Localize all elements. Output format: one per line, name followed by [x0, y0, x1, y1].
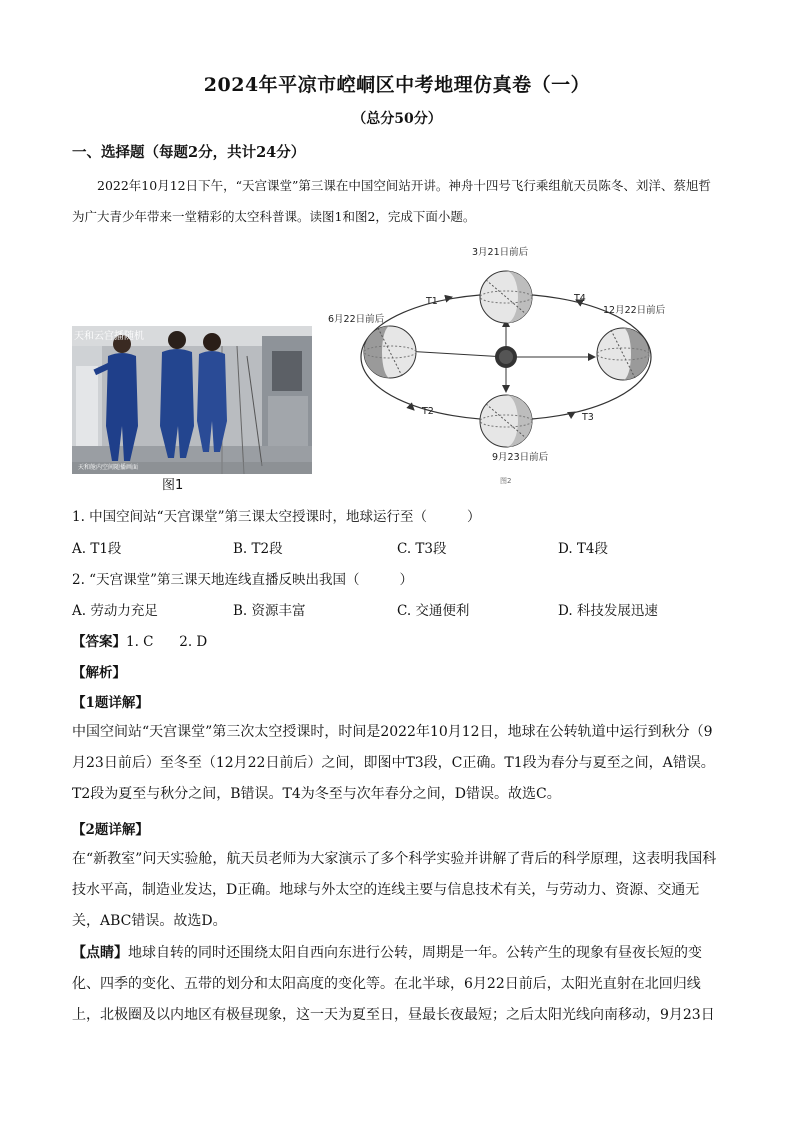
question-1-close: ） [466, 509, 481, 525]
label-dec22: 12月22日前后 [603, 305, 666, 316]
question-1 [72, 505, 480, 525]
orbit-arrow-t2 [410, 406, 414, 410]
q1-option-d: D. T4段 [558, 541, 609, 557]
section-heading: 一、选择题（每题2分，共计24分） [72, 144, 306, 161]
answer-line [72, 630, 207, 650]
earth-icon-dec22 [597, 328, 649, 380]
question-2-close: ） [399, 572, 413, 588]
label-t2: T2 [422, 406, 434, 417]
label-t3: T3 [582, 412, 594, 423]
label-jun22: 6月22日前后 [328, 314, 385, 325]
detail-1-label: 【1题详解】 [72, 695, 149, 711]
page-title: 2024年平凉市崆峒区中考地理仿真卷（一） [203, 74, 591, 96]
detail-2-label: 【2题详解】 [72, 822, 149, 838]
earth-icon-sep23 [480, 395, 532, 447]
astronaut-photo-image [72, 326, 312, 474]
q1-option-a: A. T1段 [72, 541, 122, 557]
label-t4: T4 [574, 293, 586, 304]
earth-icon-mar21 [480, 271, 532, 323]
q2-option-a: A. 劳动力充足 [72, 603, 158, 619]
q1-option-c: C. T3段 [397, 541, 447, 557]
earth-icon-jun22 [364, 326, 416, 378]
q2-option-b: B. 资源丰富 [233, 603, 306, 619]
detail-1-text: 中国空间站“天宫课堂”第三次太空授课时，时间是2022年10月12日，地球在公转轨道中运行到秋分（9月23日前后）至冬至（12月22日前后）之间，即图中T3段，C正确。T1段为春分与夏至之间，A错误。T2段为夏至与秋分之间，B错误。T4为冬至与次年春分之间，D错误。故选C。 [72, 724, 715, 802]
detail-2-text: 在“新教室”问天实验舱，航天员老师为大家演示了多个科学实验并讲解了背后的科学原理，这表明我国科技水平高，制造业发达，D正确。地球与外太空的连线主要与信息技术有关，与劳动力、资源、交通无关，ABC错误。故选D。 [72, 851, 717, 929]
question-1-stem: 1. 中国空间站“天宫课堂”第三课太空授课时，地球运行至（ [72, 509, 427, 525]
intro-paragraph: 2022年10月12日下午，“天宫课堂”第三课在中国空间站开讲。神舟十四号飞行乘组航天员陈冬、刘洋、蔡旭哲为广大青少年带来一堂精彩的太空科普课。读图1和图2，完成下面小题。 [72, 178, 711, 224]
answer-label: 【答案】 [72, 634, 126, 650]
page-subtitle: （总分50分） [352, 111, 442, 127]
question-2-stem: 2. “天宫课堂”第三课天地连线直播反映出我国（ [72, 572, 360, 588]
analysis-label: 【解析】 [72, 665, 126, 681]
tips-paragraph [72, 938, 724, 1031]
figure2-orbit-diagram [320, 240, 670, 490]
answer-text: 1. C 2. D [126, 634, 208, 650]
figure1-photo [72, 326, 312, 474]
q1-option-b: B. T2段 [233, 541, 283, 557]
label-t1: T1 [426, 296, 438, 307]
label-mar21: 3月21日前后 [472, 247, 529, 258]
q2-option-c: C. 交通便利 [397, 603, 470, 619]
q2-option-d: D. 科技发展迅速 [558, 603, 658, 619]
question-2 [72, 568, 413, 588]
photo-overlay-top: 天和云宫播随机 [74, 331, 144, 342]
figure1-caption: 图1 [162, 478, 184, 493]
photo-overlay-bottom: 天和舱内空间随播画面 [78, 464, 139, 471]
tips-text: 地球自转的同时还围绕太阳自西向东进行公转，周期是一年。公转产生的现象有昼夜长短的变化、四季的变化、五带的划分和太阳高度的变化等。在北半球，6月22日前后，太阳光直射在北回归线上，北极圈及以内地区有极昼现象，这一天为夏至日，昼最长夜最短；之后太阳光线向南移动，9月23日 [72, 945, 715, 1023]
figure2-caption: 图2 [500, 477, 512, 485]
tips-label: 【点睛】 [72, 945, 128, 961]
label-sep23: 9月23日前后 [492, 452, 549, 463]
